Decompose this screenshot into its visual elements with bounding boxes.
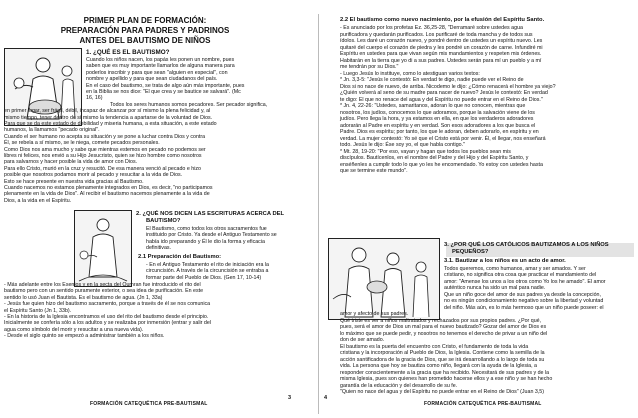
text-line: todo. Jesús le dijo: Ése soy yo, el que habla contigo." <box>340 142 465 148</box>
text-line: - Desde el siglo quinto se empezó a administrar también a los niños. <box>4 333 165 340</box>
text-line: - En la historia de la Iglesia encontramos el uso del rito del bautismo desde el principio. <box>4 314 209 320</box>
text-line: quitaré del cuerpo el corazón de piedra y les pondré un corazón de carne. Infundiré mi <box>340 44 543 51</box>
text-line: don de ser amado. <box>340 337 385 343</box>
text-line: Dios, a la vida en el Espíritu. <box>4 197 72 204</box>
title-line: PREPARACIÓN PARA PADRES Y PADRINOS <box>60 26 230 35</box>
text-line: lo máximo que se puede pedir, y nosotros no tenemos el derecho de privar a un niño del <box>340 330 548 337</box>
text-line: sentido lo usó Juan el Bautista. Es el bautismo de agua. (Jn 1, 33a) <box>4 294 163 301</box>
text-line: vida. La persona que hoy se bautiza como niño, llegará con la ayuda de la Iglesia, a <box>340 363 537 369</box>
scripture-illustration <box>74 210 132 287</box>
text-line: para salvarnos y hacer posible la vida de amor con Dios. <box>4 159 138 166</box>
text-line: Todos los seres humanos somos pecadores. Ser pecador significa, <box>110 101 268 108</box>
section-heading: 1. ¿QUÉ ES EL BAUTISMO? <box>86 49 170 56</box>
text-line: amor: "Amense los unos a los otros como Yo los he amado". El amor <box>444 278 606 285</box>
text-line: en primer lugar, ser frágil, débil, incapaz de alcanzar por sí mismo la plena felicidad y, al <box>4 108 211 115</box>
text-line: del niño. Más aún, es lo más hermoso que un niño puede poseer: el <box>444 304 604 311</box>
text-line: Para ello Cristo, murió en la cruz y resucitó. De esa manera venció al pecado e hizo <box>4 165 201 172</box>
text-line: formar parte del Pueblo de Dios. (Gen 17, 10-14) <box>146 274 262 281</box>
text-line: el Espíritu Santo (Jn 1, 33b). <box>4 307 72 314</box>
text-line: * Jn. 3,3-5: "Jesús le contestó: En verdad te digo, nadie puede ver el Reino de <box>340 77 524 83</box>
text-line: Para que se da este estado de debilidad y miseria humana, a esta situación, a este estado <box>4 121 217 127</box>
text-line: garantía de la educación y del desarrollo de su fe. <box>340 382 458 389</box>
text-line: Padre. Dios es espíritu; por tanto, los que le adoran, deben adorarlo, en espíritu y en <box>340 129 539 135</box>
section-heading: PEQUEÑOS? <box>452 249 489 255</box>
text-line: acción santificadora de la gracia de Dios, que se irá desarrollando a lo largo de toda su <box>340 356 545 363</box>
section-heading: BAUTISMO? <box>146 218 181 224</box>
subsection-heading: 3.1. Bautizar a los niños es un acto de amor. <box>444 258 566 264</box>
text-line: Qué triste es ver a niños maltratados y rechazados por sus propios padres. ¿Por qué, <box>340 317 542 324</box>
page-footer: FORMACIÓN CATEQUÉTICA PRE-BAUTISMAL <box>424 401 542 407</box>
text-line: adorarán al Padre en espíritu y en verdad. Son esos adoradores a los que busca el <box>340 122 536 129</box>
text-line: misma Iglesia, pues son quienes han prometido hacerse ellos y a ese niño y se han hecho <box>340 376 553 382</box>
text-line: El Bautismo, como todos los otros sacramentos fue <box>146 226 267 232</box>
text-line: cristiano, no significa otra cosa que practicar el mandamiento del <box>444 272 597 278</box>
text-line: nosotros, los judíos, conocemos lo que adoramos, porque la salvación viene de los <box>340 109 535 116</box>
text-line: * Mt. 28, 19-20: "Por eso, vayan y hagan que todos los pueblos sean mis <box>340 148 511 155</box>
text-line: Como Dios nos ama mucho y sabe que mientras estemos en pecado no podemos ser <box>4 146 206 153</box>
text-line: que se termine este mundo". <box>340 168 408 174</box>
text-line: había ido preparando y Él le dio la forma y eficacia <box>146 238 265 245</box>
text-line: Inicialmente se confería sólo a los adultos y se realizaba por inmersión (entrar y salir del <box>4 320 211 327</box>
text-line: libres ni felices, nos envió a su Hijo Jesucristo, quien se hizo hombre como nosotros <box>4 153 202 159</box>
text-line: te digo: El que no renace del agua y del Espíritu no puede entrar en el Reino de Dios." <box>340 96 543 103</box>
text-line: ¿Quién volverá al seno de su madre para nacer de nuevo? Jesús le contestó: En verdad <box>340 90 548 96</box>
text-line: posible que nosotros podamos morir al pecado y resucitar a la vida de Dios. <box>4 172 183 179</box>
text-line: - Jesús fue quien hizo del bautismo sacramento, porque a través de él se nos comunica <box>4 301 211 308</box>
text-line: Espíritu en ustedes para que vivan según mis mandamientos y respeten mis órdenes. <box>340 51 542 57</box>
text-line: instituido por Cristo. Ya desde el Antiguo Testamento se <box>146 232 277 239</box>
text-line: judíos. Pero llega la hora, y ya estamos en ella, en que los verdaderos adoradores <box>340 116 534 122</box>
text-line: Habitarán en la tierra que yo di a sus padres. Ustedes serán para mí un pueblo y a mí <box>340 57 542 64</box>
section-heading: 2. ¿QUÉ NOS DICEN LAS ESCRITURAS ACERCA DEL <box>136 211 285 217</box>
text-line: - Es anunciado por los profetas Ez. 36,25-28, "Derramaré sobre ustedes agua <box>340 25 523 31</box>
text-line: cristiana y la incorporación al Pueblo de Dios, la Iglesia. Contiene como la semilla de la <box>340 350 545 356</box>
text-line: * Jn. 4, 22-26: "Ustedes, samaritanos, adoran lo que no conocen, mientras que <box>340 103 526 109</box>
text-line: Cuando los niños nacen, los papás les ponen un nombre, pues <box>86 57 235 63</box>
text-line: discípulos. Bautícenlos, en el nombre del Padre y del Hijo y del Espíritu Santo, y <box>340 155 529 161</box>
text-line: poderlos inscribir y para que sean "alguien en especial", con <box>86 69 228 76</box>
text-line: Cuando el ser humano no acepta su situación y se pone a luchar contra Dios y contra <box>4 133 206 140</box>
page-footer: FORMACIÓN CATEQUÉTICA PRE-BAUTISMAL <box>90 401 208 407</box>
text-line: bautismo pero con un sentido puramente exterior, o sea idea de purificación. En este <box>4 288 204 295</box>
page-title <box>30 16 260 46</box>
text-line: circuncisión. A través de la circuncisión se entraba a <box>146 268 269 275</box>
text-line: me tendrán por su Dios." <box>340 64 399 70</box>
text-line: plenamente en la vida de Dios". Al recibir el bautismo nacemos plenamente a la vida de <box>4 191 210 198</box>
text-line: enséñenles a cumplir todo lo que yo les he encomendado. Yo estoy con ustedes hasta <box>340 161 543 168</box>
text-line: - En el Antiguo Testamento el rito de iniciación era la <box>146 262 269 268</box>
text-line: agua como símbolo del morir y resucitar a una nueva vida). <box>4 326 144 333</box>
left-page <box>0 0 318 418</box>
right-page <box>320 0 638 418</box>
text-line: Todos queremos, como humanos, amar y ser amados. Y ser <box>444 265 586 272</box>
text-line: pues, será el amor de Dios un mal para el nuevo bautizado? Gozar del amor de Dios es <box>340 324 547 330</box>
page-number: 3 <box>288 395 292 401</box>
text-line: - Más adelante entre los Esenios y en la secta del Qumran fue introducido el rito del <box>4 282 201 288</box>
text-line: nombre y apellido y para que sean ciudadanos del país. <box>86 76 218 83</box>
text-line: verdad. La mujer contestó: Yo sé que el Cristo está por venir. Él, el llegar, nos enseñará <box>340 135 546 142</box>
text-line: saben que es muy importante llamarlos de alguna manera para <box>86 63 235 70</box>
text-line: amor y afecto de sus padres. <box>340 311 409 317</box>
title-line: PRIMER PLAN DE FORMACIÓN: <box>83 16 207 25</box>
text-line: Esto se hace presente en nuestra vida gracias al Bautismo. <box>4 178 144 185</box>
page-number: 4 <box>324 395 328 401</box>
text-line: "Quien no nace del agua y del Espíritu no puede entrar en el Reino de Dios" (Juan 3,5) <box>340 389 544 395</box>
text-line: auténtico nunca ha sido un mal para nadie. <box>444 285 546 291</box>
section-heading: 2.2 El bautismo como nuevo nacimiento, por la efusión del Espíritu Santo. <box>340 17 545 23</box>
family-illustration <box>328 238 440 320</box>
text-line: 16, 16) <box>86 95 103 102</box>
text-line: definitivas. <box>146 245 172 252</box>
text-line: en la Biblia se nos dice: "El que crea y se bautice se salvará". (Mc <box>86 89 241 95</box>
page-divider <box>318 14 319 414</box>
text-line: - Luego Jesús lo instituye, como lo atestiguan varios textos: <box>340 70 480 77</box>
text-line: Dios si no nace de nuevo, de arriba. Nicodemo le dijo: ¿Cómo renacerá el hombre ya viejo? <box>340 83 556 90</box>
text-line: purificadora y quedarán purificados. Los purificaré de toda mancha y de todos sus <box>340 31 533 38</box>
text-line: Él, se rebela a sí mismo, se le niega, comete pecados personales. <box>4 140 160 147</box>
text-line: humanos, la llamamos "pecado original". <box>4 127 100 134</box>
text-line: ídolos. Les daré un corazón nuevo, y pondré dentro de ustedes un espíritu nuevo. Les <box>340 38 543 44</box>
title-line: ANTES DEL BAUTISMO DE NIÑOS <box>79 36 211 45</box>
section-heading: 3. ¿POR QUÉ LOS CATÓLICOS BAUTIZAMOS A LOS NIÑOS <box>444 242 609 248</box>
text-line: no es ningún condicionamiento negativo sobre la libertad y voluntad <box>444 298 604 304</box>
text-line: mismo tiempo, tener dentro de sí mismo la tendencia a apartarse de la voluntad de Dios. <box>4 114 213 121</box>
text-line: Cuando nacemos no estamos plenamente integrados en Dios, es decir, "no participamos <box>4 185 213 191</box>
text-line: En el caso del bautismo, se trata de algo aún más importante, pues <box>86 82 245 89</box>
text-line: El bautismo es la puerta del encuentro con Cristo, el fundamento de toda la vida <box>340 343 529 350</box>
text-line: responder conscientemente a la gracia que ha recibido. Necesitará de sus padres y de la <box>340 369 550 376</box>
text-line: Que un niño goce del amor de sus padres ya desde la concepción, <box>444 291 601 298</box>
subsection-heading: 2.1 Preparación del Bautismo: <box>138 254 222 260</box>
